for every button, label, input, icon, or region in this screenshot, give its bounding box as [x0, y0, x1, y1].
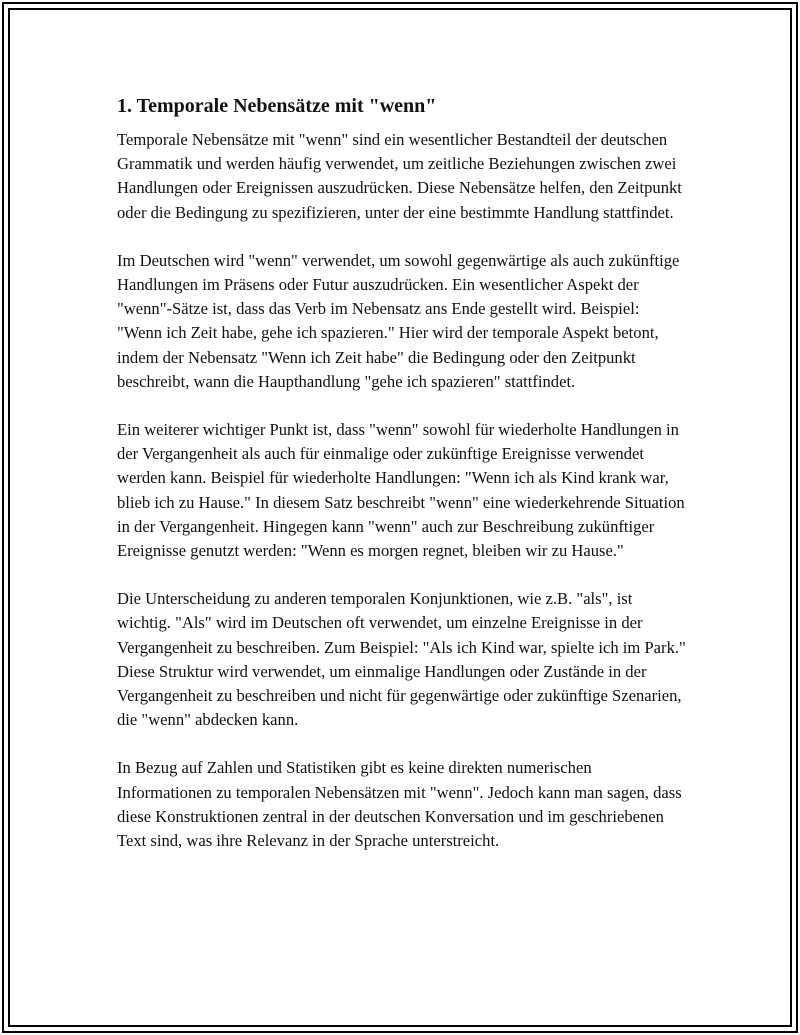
paragraph-intro: Temporale Nebensätze mit "wenn" sind ein wesentlicher Bestandteil der deutschen Grammatik und werden häufig verwendet, um zeitliche Beziehungen zwischen zwei Handlungen oder Ereignissen auszudrücken. Diese Nebensätze helfen, den Zeitpunkt oder die Bedingung zu spezifizieren, unter der eine bestimmte Handlung stattfindet.: [117, 130, 682, 222]
document-body: [117, 94, 687, 877]
paragraph-statistics: In Bezug auf Zahlen und Statistiken gibt es keine direkten numerischen Informationen zu temporalen Nebensätzen mit "wenn". Jedoch kann man sagen, dass diese Konstruktionen zentral in der deutschen Konversation und im geschriebenen Text sind, was ihre Relevanz in der Sprache unterstreicht.: [117, 758, 682, 851]
paragraph-repeated-actions: Ein weiterer wichtiger Punkt ist, dass "wenn" sowohl für wiederholte Handlungen in der Vergangenheit als auch für einmalige oder zukünftige Ereignisse verwendet werden kann. Beispiel für wiederholte Handlungen: "Wenn ich als Kind krank war, blieb ich zu Hause." In diesem Satz beschreibt "wenn" eine wiederkehrende Situation in der Vergangenheit. Hingegen kann "wenn" auch zur Beschreibung zukünftiger Ereignisse genutzt werden: "Wenn es morgen regnet, bleiben wir zu Hause.": [117, 420, 685, 561]
section-heading: 1. Temporale Nebensätze mit "wenn": [117, 95, 437, 117]
paragraph-present-future: Im Deutschen wird "wenn" verwendet, um sowohl gegenwärtige als auch zukünftige Handlungen im Präsens oder Futur auszudrücken. Ein wesentlicher Aspekt der "wenn"-Sätze ist, dass das Verb im Nebensatz ans Ende gestellt wird. Beispiel: "Wenn ich Zeit habe, gehe ich spazieren." Hier wird der temporale Aspekt betont, indem der Nebensatz "Wenn ich Zeit habe" die Bedingung oder den Zeitpunkt beschreibt, wann die Haupthandlung "gehe ich spazieren" stattfindet.: [117, 250, 680, 391]
paragraph-als-comparison: Die Unterscheidung zu anderen temporalen Konjunktionen, wie z.B. "als", ist wichtig. "Als" wird im Deutschen oft verwendet, um einzelne Ereignisse in der Vergangenheit zu beschreiben. Zum Beispiel: "Als ich Kind war, spielte ich im Park." Diese Struktur wird verwendet, um einmalige Handlungen oder Zustände in der Vergangenheit zu beschreiben und nicht für gegenwärtige oder zukünftige Szenarien, die "wenn" abdecken kann.: [117, 589, 686, 730]
